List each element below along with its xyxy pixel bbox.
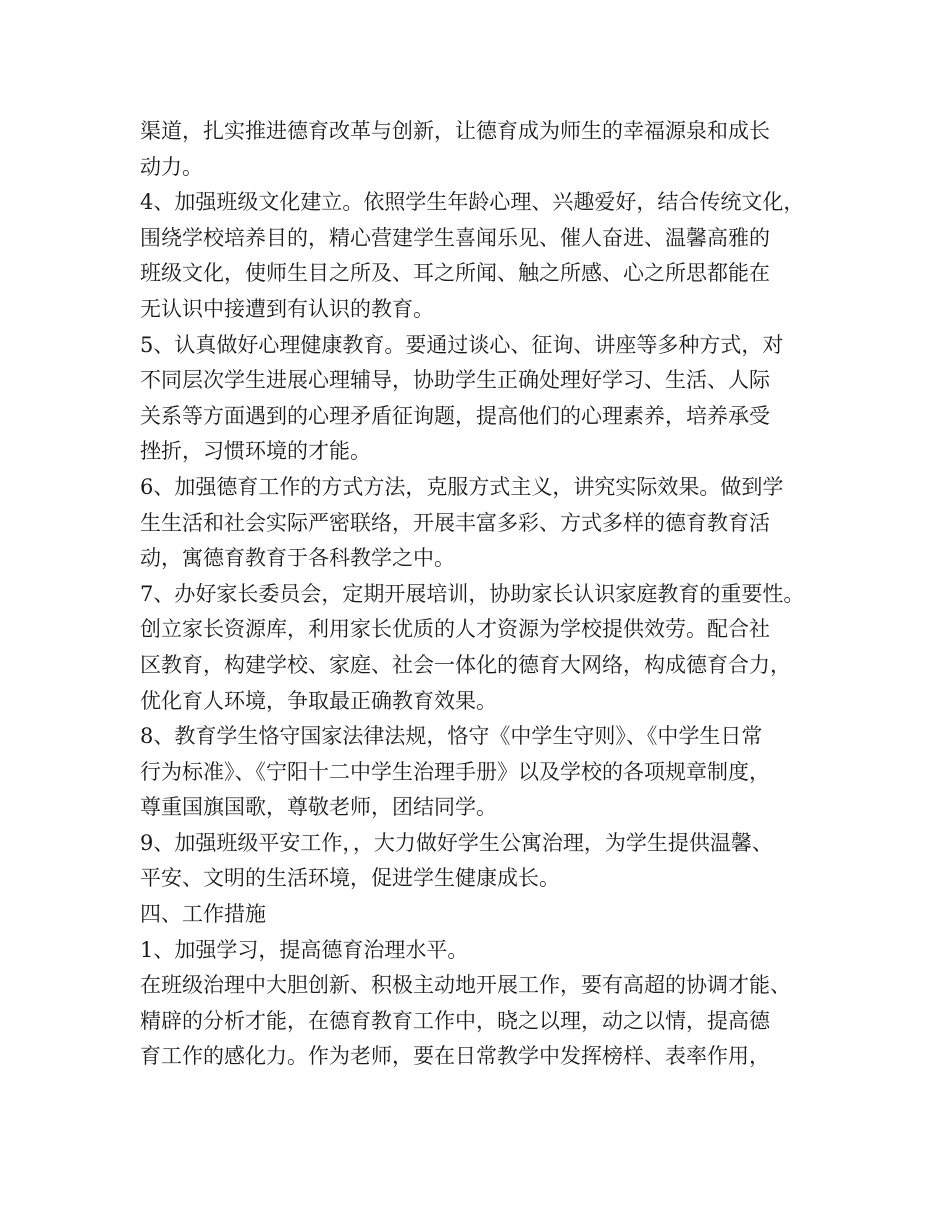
text-line: 关系等方面遇到的心理矛盾征询题，提高他们的心理素养，培养承受: [140, 403, 770, 428]
text-line: 4、加强班级文化建立。依照学生年龄心理、兴趣爱好，结合传统文化，: [140, 190, 805, 215]
text-line: 9、加强班级平安工作，，大力做好学生公寓治理，为学生提供温馨、: [140, 830, 773, 855]
text-line: 行为标准》、《宁阳十二中学生治理手册》以及学校的各项规章制度，: [140, 759, 770, 784]
text-line: 动力。: [140, 154, 203, 179]
text-line: 动，寓德育教育于各科教学之中。: [140, 546, 455, 571]
text-line: 创立家长资源库，利用家长优质的人才资源为学校提供效劳。配合社: [140, 617, 770, 642]
text-line: 无认识中接遭到有认识的教育。: [140, 296, 434, 321]
text-line: 精辟的分析才能，在德育教育工作中，晓之以理，动之以情，提高德: [140, 1008, 770, 1033]
text-line: 5、认真做好心理健康教育。要通过谈心、征询、讲座等多种方式，对: [140, 332, 784, 357]
section-heading: 四、工作措施: [140, 902, 266, 927]
text-line: 平安、文明的生活环境，促进学生健康成长。: [140, 866, 560, 891]
text-line: 生生活和社会实际严密联络，开展丰富多彩、方式多样的德育教育活: [140, 510, 770, 535]
text-line: 尊重国旗国歌，尊敬老师，团结同学。: [140, 795, 497, 820]
text-line: 育工作的感化力。作为老师，要在日常教学中发挥榜样、表率作用，: [140, 1044, 770, 1069]
text-line: 1、加强学习，提高德育治理水平。: [140, 937, 469, 962]
text-line: 在班级治理中大胆创新、积极主动地开展工作，要有高超的协调才能、: [140, 973, 791, 998]
text-line: 班级文化，使师生目之所及、耳之所闻、触之所感、心之所思都能在: [140, 261, 770, 286]
text-line: 7、办好家长委员会，定期开展培训，协助家长认识家庭教育的重要性。: [140, 581, 805, 606]
text-line: 不同层次学生进展心理辅导，协助学生正确处理好学习、生活、人际: [140, 368, 770, 393]
document-body: [140, 114, 840, 1075]
text-line: 围绕学校培养目的，精心营建学生喜闻乐见、催人奋进、温馨高雅的: [140, 225, 770, 250]
text-line: 渠道，扎实推进德育改革与创新，让德育成为师生的幸福源泉和成长: [140, 119, 770, 143]
text-line: 区教育，构建学校、家庭、社会一体化的德育大网络，构成德育合力，: [140, 652, 791, 677]
text-line: 优化育人环境，争取最正确教育效果。: [140, 688, 497, 713]
text-line: 8、教育学生恪守国家法律法规，恪守《中学生守则》、《中学生日常: [140, 724, 763, 749]
text-line: 6、加强德育工作的方式方法，克服方式主义，讲究实际效果。做到学: [140, 474, 784, 499]
text-line: 挫折，习惯环境的才能。: [140, 439, 371, 464]
